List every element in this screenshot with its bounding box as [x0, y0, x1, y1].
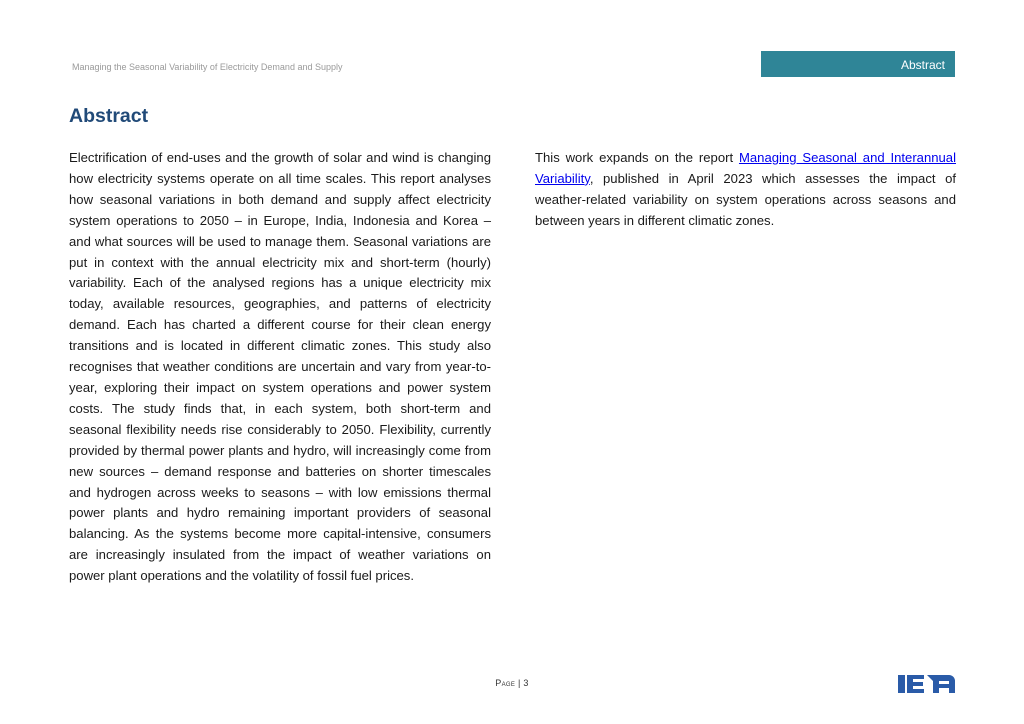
iea-logo-icon — [898, 669, 955, 693]
running-title: Managing the Seasonal Variability of Electricity Demand and Supply — [72, 62, 343, 72]
section-tab: Abstract — [761, 51, 955, 77]
page-number-value: 3 — [523, 678, 529, 688]
page-number — [0, 678, 1024, 688]
page-separator: | — [515, 678, 524, 688]
related-report-link[interactable]: Managing Seasonal and Interannual Variability — [535, 150, 956, 186]
related-report-paragraph — [535, 148, 956, 232]
abstract-paragraph: Electrification of end-uses and the growth of solar and wind is changing how electricity systems operate on all time scales. This report analyses how seasonal variations in both demand and supply affect electricity system operations to 2050 – in Europe, India, Indonesia and Korea – and what sources will be used to manage them. Seasonal variations are put in context with the annual electricity mix and short-term (hourly) variability. Each of the analysed regions has a unique electricity mix today, available resources, geographies, and patterns of electricity demand. Each has charted a different course for their clean energy transitions and is located in different climatic zones. This study also recognises that weather conditions are uncertain and vary from year-to-year, exploring their impact on system operations and power system costs. The study finds that, in each system, both short-term and seasonal flexibility needs rise considerably to 2050. Flexibility, currently provided by thermal power plants and hydro, will increasingly come from new sources – demand response and batteries on shorter timescales and hydrogen across weeks to seasons – with low emissions thermal power plants and hydro remaining important providers of seasonal balancing. As the systems become more capital-intensive, consumers are increasingly insulated from the impact of weather variations on power plant operations and the volatility of fossil fuel prices. — [69, 150, 491, 584]
page-heading: Abstract — [69, 105, 149, 127]
paragraph-text-before-link: This work expands on the report — [535, 150, 739, 165]
page-label: Page — [495, 678, 516, 688]
paragraph-text-after-link: , published in April 2023 which assesses the impact of weather-related variability on system operations across seasons and between years in different climatic zones. — [535, 170, 956, 228]
